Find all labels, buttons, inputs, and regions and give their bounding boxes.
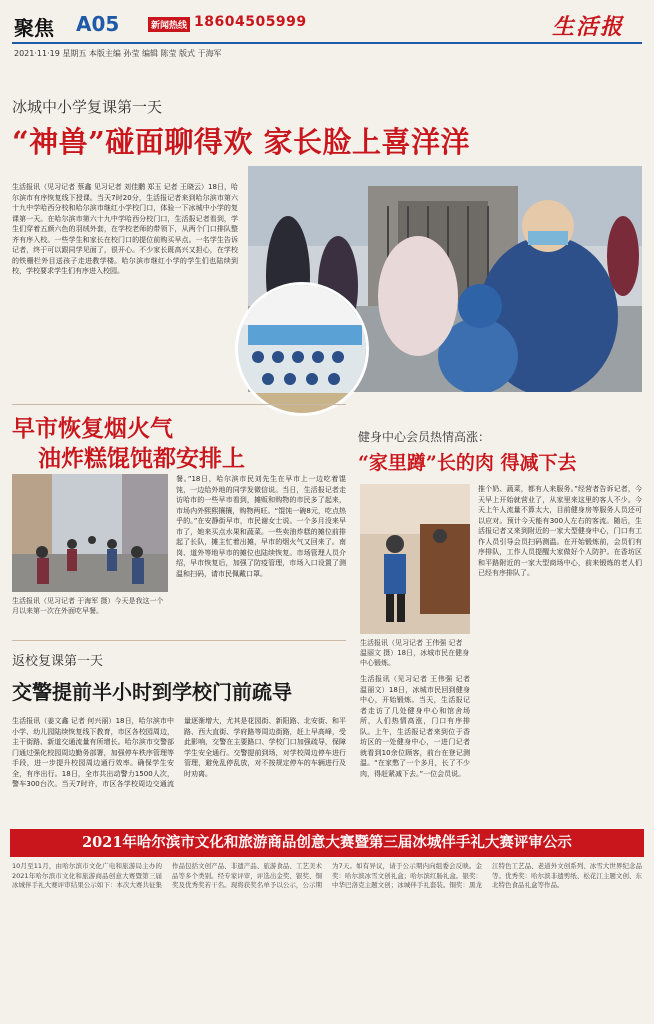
- story3-headline: “家里蹲”长的肉 得减下去: [358, 452, 577, 474]
- section-title: 聚焦: [14, 16, 54, 40]
- divider: [12, 640, 346, 641]
- contest-notice-text: 10月至11月，由哈尔滨市文化广电和旅游局主办的2021年哈尔滨市文化和旅游商品创意大赛暨第三届冰城伴手礼大赛评审结果公示如下：本次大赛共征集作品包括文创产品、非遗产品、旅游食品、工艺美术品等多个类别。经专家评审，评选出金奖、银奖、铜奖及优秀奖若干名。现将获奖名单予以公示，公示期为7天。如有异议，请于公示期内向组委会反映。金奖：哈尔滨冰雪文创礼盒；哈尔滨红肠礼盒。银奖：中华巴洛克主题文创；冰城伴手礼套装。铜奖：黑龙江特色工艺品、老道外文创系列、冰雪大世界纪念品等。优秀奖：哈尔滨非遗剪纸、松花江主题文创、东北特色食品礼盒等作品。: [12, 862, 642, 889]
- hotline-badge: 新闻热线: [148, 17, 190, 32]
- classroom-inset-photo: [235, 282, 369, 416]
- story3-body-left: 生活报讯（见习记者 王伟强 记者 温丽文）18日，冰城市民回到健身中心，开始锻炼。当天，生活报记者走访了几处健身中心和馆舍场所，人们热情高涨，门口有序排队。上午，生活报记者来到位于香坊区的一处健身中心，一进门记者就看到10余位顾客，前台在登记测温。“在家憋了一个多月，长了不少肉，得赶紧减下去。”一位会员说。: [360, 675, 470, 778]
- story1-kicker: 冰城中小学复课第一天: [12, 98, 163, 116]
- issue-meta: 2021·11·19 星期五 本版主编 孙莹 编辑 陈莹 版式 于海军: [14, 49, 222, 58]
- divider: [12, 404, 346, 405]
- story4-headline: 交警提前半小时到学校门前疏导: [12, 680, 292, 704]
- morning-market-photo: [12, 474, 168, 592]
- gym-photo: [360, 484, 470, 634]
- story2-photo-caption: 生活报讯（见习记者 于海军 摄）今天是我这一个月以来第一次在外面吃早餐。: [12, 597, 164, 615]
- contest-banner: 2021年哈尔滨市文化和旅游商品创意大赛暨第三届冰城伴手礼大赛评审公示: [10, 829, 644, 857]
- story4-body: 生活报讯（姜文鑫 记者 何兴丽）18日，哈尔滨市中小学、幼儿园陆续恢复线下教育，市区各校园周边，主干街路、新道交通流量有所增长。哈尔滨市交警部门通过强化校园周边勤务部署，加强停车秩序管理等手段，进一步提升校园周边通行效率。确保学生安全，有序出行。18日，全市共出动警力1500人次，警车300台次。当天7时许，市区各学校周边交通流量逐渐增大，尤其是花园街、新阳路、北安街、和平路、西大直街、学府路等周边街路，赶上早高峰，受此影响，交警在主要路口、学校门口加强疏导，保障学生安全通行。交警提前到场，对学校周边停车进行管理，避免乱停乱放，对不按规定停车的车辆进行及时劝离。: [12, 717, 346, 788]
- story2-body: 餐。”18日，哈尔滨市民刘先生在早市上一边吃着馄饨，一边给外地的同学发微信说。当日，生活报记者走访哈市的一些早市看到，摊贩和购物的市民多了起来，市场内外熙熙攘攘，购物两旺。“馄饨一碗8元，吃点热乎的。”在安静街早市，市民谢女士说。一个多月没来早市了，她来买点水果和蔬菜。一些卖油炸糕的摊位前排起了长队，摊主忙着出摊，早市的烟火气又回来了。南岗、道外等地早市的摊位也陆续恢复。市场管理人员介绍，早市恢复后，加强了防疫管理，市场入口设置了测温和扫码，请市民佩戴口罩。: [176, 475, 346, 578]
- story1-body: 生活报讯（见习记者 蔡鑫 见习记者 刘佳鹏 郑玉 记者 王晓云）18日，哈尔滨市有序恢复线下授课。当天7时20分，生活报记者来到哈尔滨市第六十九中学哈西分校和哈尔滨市继红小学校门口，体验一下冰城中小学的复课第一天。在哈尔滨市第六十九中学哈西分校门口，生活报记者看到，学生们穿着五颜六色的羽绒外套，在学校老师的带领下，从两个门口排队整齐有序入校。一些学生和家长在校门口的提位前购买早点。一名学生告诉记者，终于可以跟同学见面了，很开心。不少家长既高兴又担心，在学校的铁栅栏外目送孩子走进教学楼。哈尔滨市继红小学的学生们也陆续到校，学校要求学生们有序进入校园。: [12, 183, 238, 275]
- newspaper-logo: 生活报: [552, 14, 625, 40]
- story3-body-right: 推个奶、蔬菜，都有人来服务。”经营者告诉记者，今天早上开始就营业了，从家里来这里的客人不少。今天上午人流量不算太大，目前健身房等服务人员还可以应对。预计今天能有300人左右的客流。随后，生活报记者又来到附近的一家大型健身中心，门口有工作人员引导会员扫码测温。在开始锻炼前，会员们有序排队，工作人员提醒大家做好个人防护。在香坊区和平路附近的一家大型商场中心，前来锻炼的老人们已经有序排队了。: [478, 485, 642, 577]
- story3-photo-caption: 生活报讯（见习记者 王伟强 记者 温丽文 摄）18日，冰城市民在健身中心锻炼。: [360, 639, 470, 667]
- story3-kicker: 健身中心会员热情高涨：: [358, 430, 491, 444]
- story1-headline: “神兽”碰面聊得欢 家长脸上喜洋洋: [12, 125, 470, 159]
- header-divider: [12, 42, 642, 44]
- story2-headline-line1: 早市恢复烟火气: [12, 415, 173, 442]
- hotline-phone: 18604505999: [194, 14, 307, 30]
- page-number: A05: [76, 12, 120, 36]
- story2-headline-line2: 油炸糕馄饨都安排上: [38, 445, 245, 472]
- story4-kicker: 返校复课第一天: [12, 654, 104, 669]
